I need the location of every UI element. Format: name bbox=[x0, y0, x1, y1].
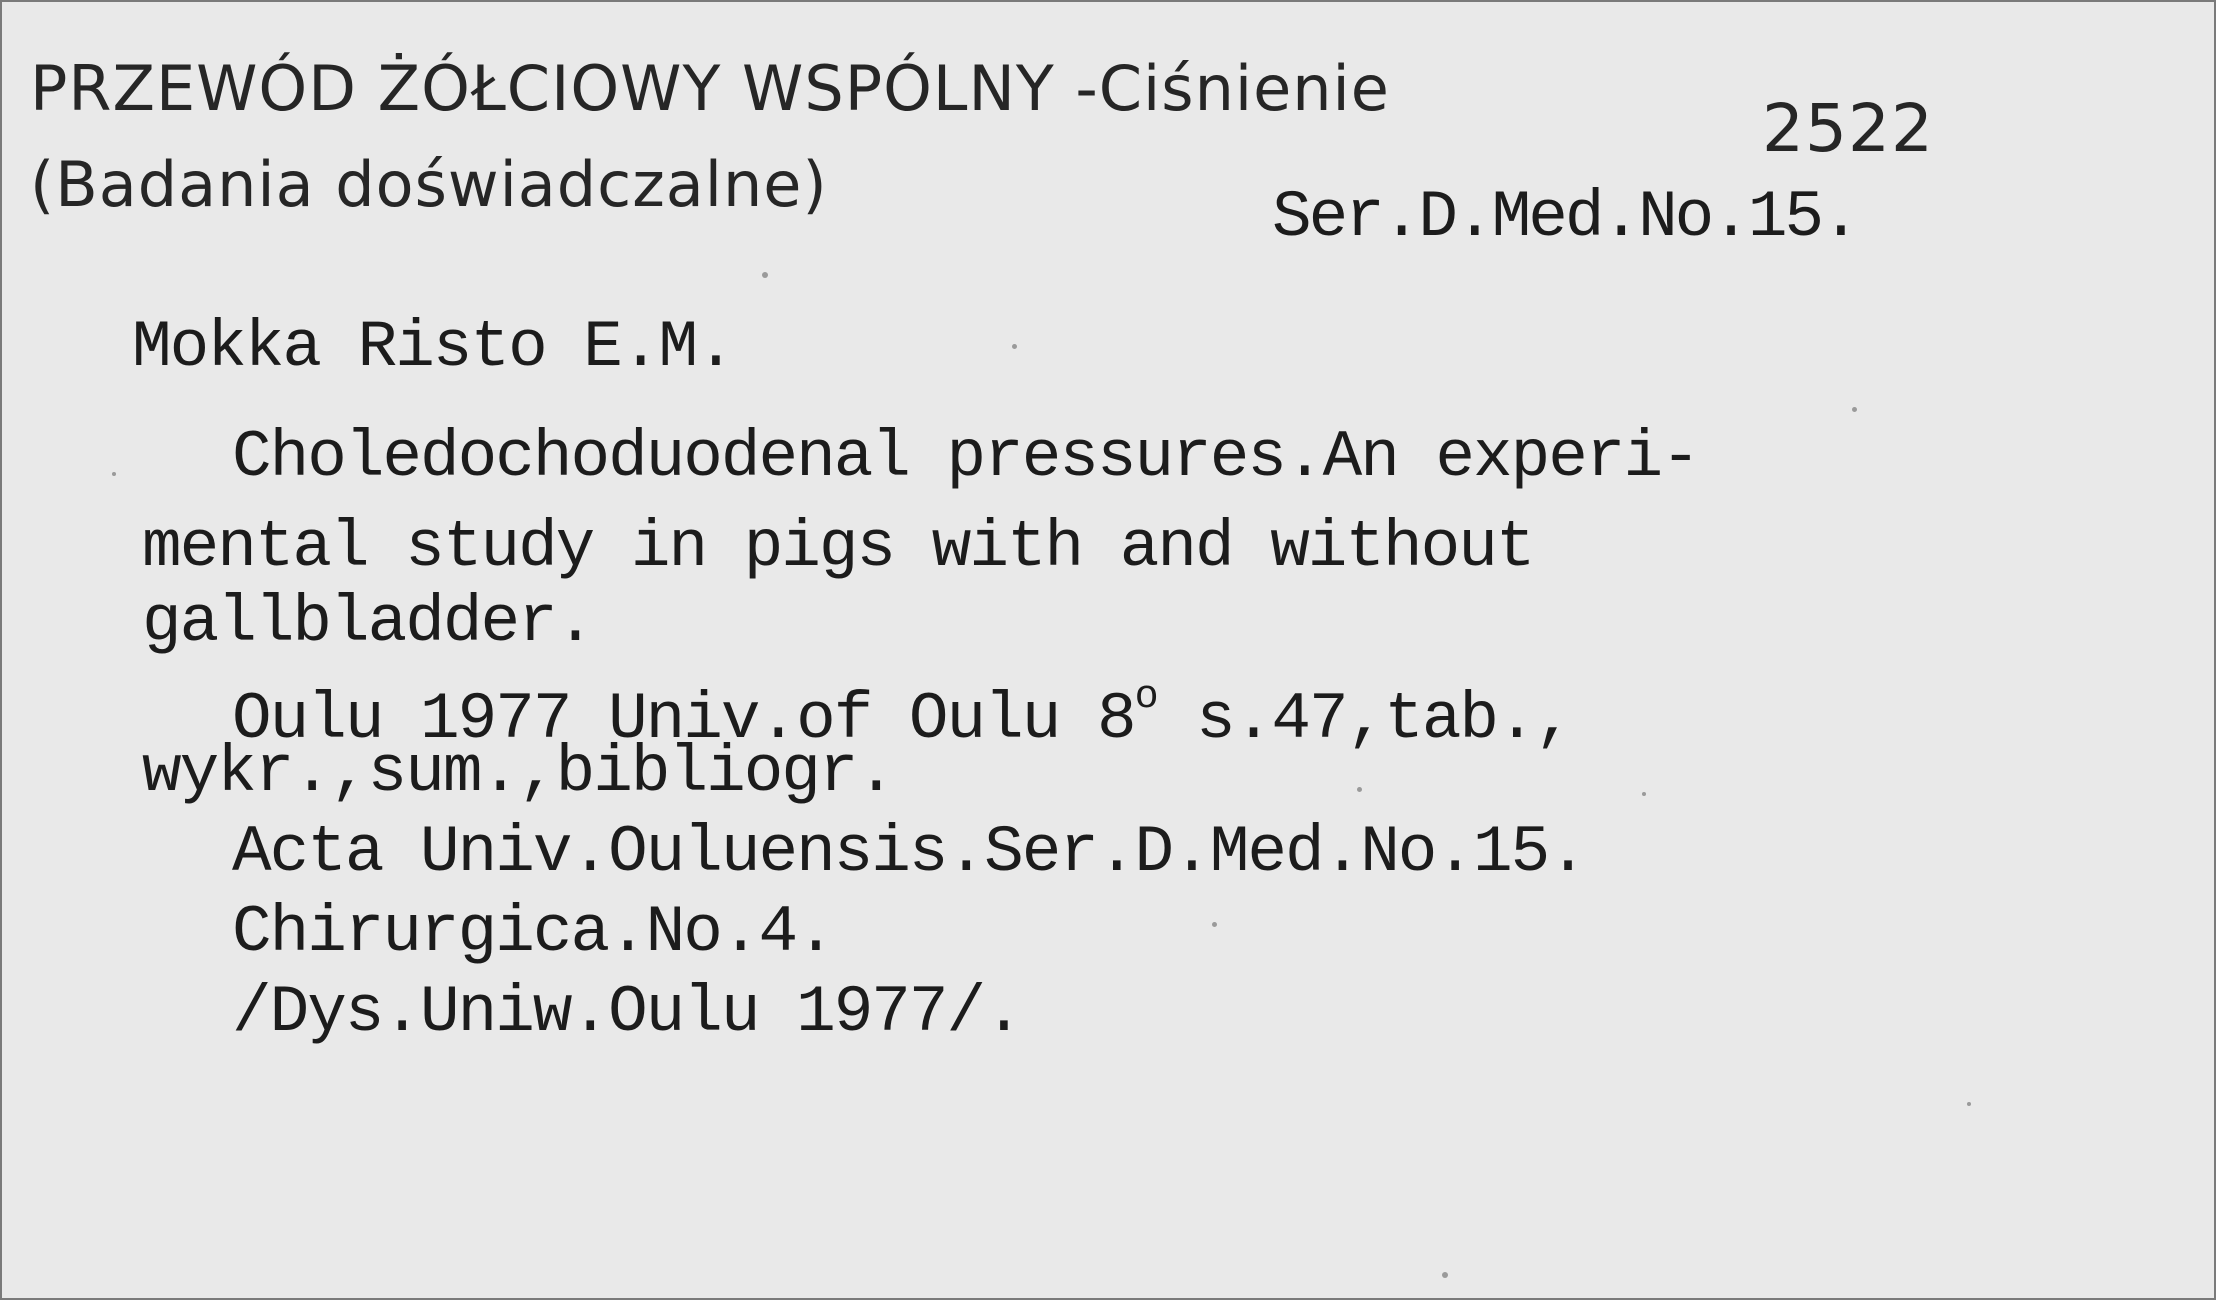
series-line: Chirurgica.No.4. bbox=[232, 895, 834, 970]
dissertation-note: /Dys.Uniw.Oulu 1977/. bbox=[232, 975, 1022, 1050]
dust-speck bbox=[1852, 407, 1857, 412]
dust-speck bbox=[112, 472, 116, 476]
format-degree: o bbox=[1134, 675, 1159, 720]
dust-speck bbox=[1442, 1272, 1448, 1278]
title-line: mental study in pigs with and without bbox=[142, 510, 1534, 585]
imprint-line: wykr.,sum.,bibliogr. bbox=[142, 735, 895, 810]
series-line: Acta Univ.Ouluensis.Ser.D.Med.No.15. bbox=[232, 815, 1586, 890]
author-name: Mokka Risto E.M. bbox=[132, 310, 734, 385]
imprint-place-year-publisher: Oulu 1977 Univ.of Oulu 8 bbox=[232, 682, 1135, 757]
series-reference: Ser.D.Med.No.15. bbox=[1272, 180, 1858, 255]
subject-subheading: (Badania doświadczalne) bbox=[30, 148, 828, 221]
dust-speck bbox=[1212, 922, 1217, 927]
dust-speck bbox=[762, 272, 768, 278]
dust-speck bbox=[1012, 344, 1017, 349]
imprint-pages: s.47,tab., bbox=[1158, 682, 1573, 757]
dust-speck bbox=[1967, 1102, 1971, 1106]
dust-speck bbox=[1642, 792, 1646, 796]
subject-heading: PRZEWÓD ŻÓŁCIOWY WSPÓLNY -Ciśnienie bbox=[30, 52, 1390, 125]
catalog-number: 2522 bbox=[1762, 90, 1934, 167]
dust-speck bbox=[1357, 787, 1362, 792]
title-line: gallbladder. bbox=[142, 585, 594, 660]
title-line: Choledochoduodenal pressures.An experi- bbox=[232, 420, 1699, 495]
